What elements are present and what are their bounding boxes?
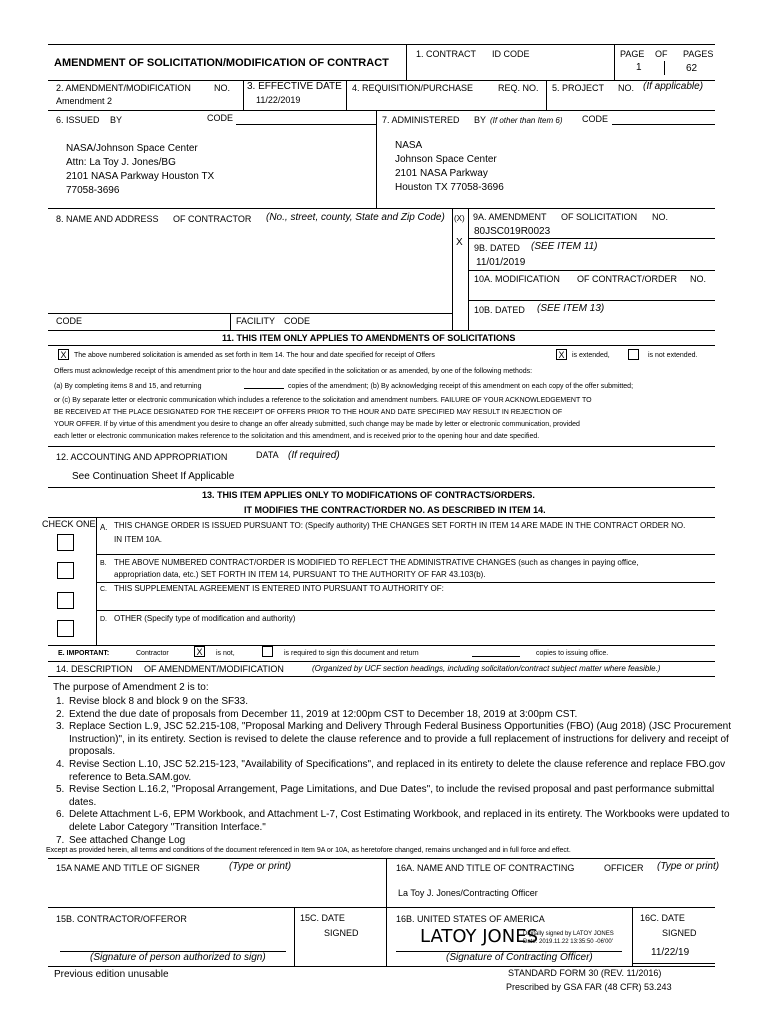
item13-c-letter: C. [100, 586, 107, 593]
administered-note: (If other than Item 6) [490, 116, 563, 125]
item13-d-checkbox[interactable] [57, 620, 74, 637]
is-not-extended-label: is not extended. [648, 352, 698, 359]
contractor-date-label: 15C. DATE [300, 913, 345, 923]
important-label: E. IMPORTANT: [58, 650, 110, 657]
item11-line-1: The above numbered solicitation is amended as set forth in Item 14. The hour and date specified for receipt of Offers [74, 352, 435, 359]
list-text: Revise Section L.10, JSC 52.215-123, "Availability of Specifications", and replaced in its entirety to delete the clause reference and replace FBO.gov reference to Beta.SAM.gov. [69, 758, 726, 783]
standard-form-label: STANDARD FORM 30 (REV. 11/2016) [508, 968, 662, 978]
contracting-officer-word: OFFICER [604, 863, 644, 873]
accounting-note: (If required) [288, 450, 340, 461]
rule [452, 208, 453, 330]
admin-line-1: NASA [395, 140, 423, 151]
digital-signature-line-1: Digitally signed by LATOY JONES [523, 931, 614, 937]
admin-line-4: Houston TX 77058-3696 [395, 182, 504, 193]
item11-line-2: Offers must acknowledge receipt of this amendment prior to the hour and date specified in the solicitation or as amended, by one of the following methods: [54, 368, 533, 375]
list-item [56, 835, 736, 848]
rule [48, 966, 715, 967]
contractor-address-note: (No., street, county, State and Zip Code) [266, 212, 445, 223]
rule [48, 487, 715, 488]
rule [230, 313, 231, 330]
list-item [56, 721, 736, 759]
issued-line-1: NASA/Johnson Space Center [66, 143, 198, 154]
item13-heading-2: IT MODIFIES THE CONTRACT/ORDER NO. AS DESCRIBED IN ITEM 14. [244, 505, 546, 515]
list-number: 7. [56, 834, 65, 846]
contractor-date-signed: SIGNED [324, 928, 359, 938]
issued-label: 6. ISSUED [56, 115, 100, 125]
is-required-label: is required to sign this document and return [284, 650, 419, 657]
accounting-data-label: DATA [256, 450, 279, 460]
check-one-label: CHECK ONE [42, 519, 96, 529]
list-text: Revise block 8 and block 9 on the SF33. [69, 696, 248, 707]
digital-signature-line-2: Date: 2019.11.22 13:35:50 -06'00' [523, 939, 613, 945]
prescribed-label: Prescribed by GSA FAR (48 CFR) 53.243 [506, 982, 672, 992]
item13-a-text-2: IN ITEM 10A. [114, 535, 163, 544]
item13-b-text-1: THE ABOVE NUMBERED CONTRACT/ORDER IS MODIFIED TO REFLECT THE ADMINISTRATIVE CHANGES (such as changes in paying office, [114, 558, 639, 567]
issued-line-4: 77058-3696 [66, 185, 120, 196]
modification-no-label: NO. [690, 274, 707, 284]
solicitation-amend-label: 9A. AMENDMENT [473, 212, 547, 222]
list-text: Revise Section L.16.2, "Proposal Arrangement, Page Limitations, and Due Dates", to include the revised proposal and past performance submittal dates. [69, 784, 715, 808]
amend-mod-label: 2. AMENDMENT/MODIFICATION [56, 83, 191, 93]
officer-date-signed: SIGNED [662, 928, 697, 938]
of-solicitation-label: OF SOLICITATION [561, 212, 638, 222]
amend-no-label: NO. [214, 83, 231, 93]
is-not-checkbox[interactable]: X [194, 646, 205, 657]
modification-of-contract-label: OF CONTRACT/ORDER [577, 274, 677, 284]
issued-line-3: 2101 NASA Parkway Houston TX [66, 171, 215, 182]
dated-9b-label: 9B. DATED [474, 243, 520, 253]
list-text: Delete Attachment L-6, EPM Workbook, and Attachment L-7, Cost Estimating Workbook, and replaced in its entirety. The Workbooks were updated to delete Labor Category "Transition Interface." [69, 809, 730, 833]
except-note: Except as provided herein, all terms and conditions of the document referenced in Item 9A or 10A, as heretofore changed, remains unchanged and in full force and effect. [46, 847, 571, 854]
item11-line-6: YOUR OFFER. If by virtue of this amendment you desire to change an offer already submitted, such change may be made by letter or electronic communication, provided [54, 421, 580, 428]
item11-line-3a: (a) By completing items 8 and 15, and returning [54, 383, 202, 390]
item13-heading-1: 13. THIS ITEM APPLIES ONLY TO MODIFICATIONS OF CONTRACTS/ORDERS. [202, 490, 535, 500]
description-label: 14. DESCRIPTION [56, 664, 133, 674]
rule [664, 61, 665, 75]
signer-name-note: (Type or print) [229, 861, 292, 872]
extended-checkbox[interactable]: X [556, 349, 567, 360]
rule [346, 80, 347, 110]
dated-10b-note: (SEE ITEM 13) [537, 303, 605, 314]
rule [376, 110, 377, 208]
rule [48, 645, 715, 646]
issued-code-label: CODE [207, 113, 234, 123]
item11-line-7: each letter or electronic communication makes reference to the solicitation and this amendment, and is received prior to the opening hour and date specified. [54, 433, 540, 440]
rule [386, 858, 387, 966]
rule [406, 44, 407, 80]
accounting-label: 12. ACCOUNTING AND APPROPRIATION [56, 452, 228, 462]
x-column-label: (X) [454, 214, 465, 223]
item11-line-3b: copies of the amendment; (b) By acknowledging receipt of this amendment on each copy of the offer submitted; [288, 383, 634, 390]
administered-code-label: CODE [582, 114, 609, 124]
previous-edition-note: Previous edition unusable [54, 969, 169, 980]
list-item [56, 696, 736, 709]
rule [48, 330, 715, 331]
rule [48, 517, 715, 518]
rule [96, 554, 715, 555]
officer-date-label: 16C. DATE [640, 913, 685, 923]
list-number: 2. [56, 708, 65, 720]
officer-signed-date: 11/22/19 [651, 947, 690, 958]
officer-signature: LATOY JONES [420, 926, 538, 947]
project-no-label: NO. [618, 83, 635, 93]
list-number: 4. [56, 758, 65, 770]
list-item [56, 709, 736, 722]
project-applicable: (If applicable) [643, 81, 704, 92]
rule [612, 124, 715, 125]
rule [48, 110, 715, 111]
rule [96, 517, 97, 645]
item13-a-checkbox[interactable] [57, 534, 74, 551]
rule [468, 270, 715, 271]
item11-checkbox[interactable]: X [58, 349, 69, 360]
rule [48, 313, 452, 314]
solicitation-number: 80JSC019R0023 [474, 226, 551, 237]
contractor-code-label: CODE [56, 316, 83, 326]
rule [48, 676, 715, 677]
rule [468, 208, 469, 330]
admin-line-2: Johnson Space Center [395, 154, 497, 165]
effective-date-value: 11/22/2019 [256, 95, 301, 105]
is-required-checkbox[interactable] [262, 646, 273, 657]
item13-c-text: THIS SUPPLEMENTAL AGREEMENT IS ENTERED INTO PURSUANT TO AUTHORITY OF: [114, 584, 444, 593]
page-label: PAGE [620, 49, 645, 59]
list-item [56, 784, 736, 809]
issued-line-2: Attn: La Toy J. Jones/BG [66, 157, 176, 168]
rule [236, 124, 376, 125]
rule [614, 44, 615, 80]
item11-line-5: BE RECEIVED AT THE PLACE DESIGNATED FOR THE RECEIPT OF OFFERS PRIOR TO THE HOUR AND DATE SPECIFIED MAY RESULT IN REJECTION OF [54, 409, 563, 416]
list-number: 5. [56, 784, 65, 796]
item13-b-checkbox[interactable] [57, 562, 74, 579]
form-title: AMENDMENT OF SOLICITATION/MODIFICATION OF CONTRACT [54, 57, 389, 69]
description-intro: The purpose of Amendment 2 is to: [53, 682, 209, 693]
is-not-label: is not, [216, 650, 235, 657]
rule [294, 907, 295, 966]
not-extended-checkbox[interactable] [628, 349, 639, 360]
modification-10a-label: 10A. MODIFICATION [474, 274, 560, 284]
contract-label: 1. CONTRACT [416, 49, 477, 59]
project-label: 5. PROJECT [552, 83, 605, 93]
contractor-name-label: 8. NAME AND ADDRESS [56, 214, 159, 224]
contractor-offeror-label: 15B. CONTRACTOR/OFFEROR [56, 914, 187, 924]
signature-person-caption: (Signature of person authorized to sign) [90, 952, 266, 963]
accounting-value: See Continuation Sheet If Applicable [72, 471, 235, 482]
rule [243, 80, 244, 110]
rule [48, 907, 715, 908]
important-contractor: Contractor [136, 650, 169, 657]
administered-label: 7. ADMINISTERED [382, 115, 460, 125]
copies-blank [244, 388, 284, 389]
description-note: (Organized by UCF section headings, including solicitation/contract subject matter where feasible.) [312, 664, 661, 673]
req-no-label: REQ. NO. [498, 83, 539, 93]
item11-heading: 11. THIS ITEM ONLY APPLIES TO AMENDMENTS OF SOLICITATIONS [222, 333, 516, 343]
item13-c-checkbox[interactable] [57, 592, 74, 609]
rule [632, 963, 715, 964]
rule [96, 610, 715, 611]
contracting-officer-value: La Toy J. Jones/Contracting Officer [398, 888, 538, 898]
contract-id-code-label: ID CODE [492, 49, 530, 59]
facility-code-label: CODE [284, 316, 311, 326]
signer-name-label: 15A NAME AND TITLE OF SIGNER [56, 863, 200, 873]
rule [48, 345, 715, 346]
list-text: Replace Section L.9, JSC 52.215-108, "Proposal Marking and Delivery Through Federal Business Opportunities (FBO) (Aug 2018) (JSC Procurement Instruction)", in its entirety. Section is revised to delete the clause reference and to provide a full replacement of instructions for delivery and receipt of proposals. [69, 721, 732, 758]
signature-officer-caption: (Signature of Contracting Officer) [446, 952, 593, 963]
rule [96, 582, 715, 583]
rule [468, 300, 715, 301]
copies-label: copies to issuing office. [536, 650, 609, 657]
page-value: 1 [636, 62, 642, 73]
item13-a-letter: A. [100, 523, 108, 532]
list-number: 6. [56, 809, 65, 821]
list-text: Extend the due date of proposals from December 11, 2019 at 12:00pm CST to December 18, 2019 at 3:00pm CST. [69, 708, 578, 720]
list-number: 3. [56, 721, 65, 733]
administered-by-label: BY [474, 115, 487, 125]
dated-9b-note: (SEE ITEM 11) [531, 241, 598, 252]
amend-value: Amendment 2 [56, 96, 113, 106]
list-text: See attached Change Log [69, 834, 186, 846]
description-of-label: OF AMENDMENT/MODIFICATION [144, 664, 284, 674]
rule [48, 661, 715, 662]
item13-d-text: OTHER (Specify type of modification and authority) [114, 614, 296, 623]
issued-by-label: BY [110, 115, 123, 125]
is-extended-label: is extended, [572, 352, 610, 359]
of-label: OF [655, 49, 668, 59]
list-item [56, 759, 736, 784]
contracting-officer-label: 16A. NAME AND TITLE OF CONTRACTING [396, 863, 575, 873]
admin-line-3: 2101 NASA Parkway [395, 168, 488, 179]
united-states-label: 16B. UNITED STATES OF AMERICA [396, 914, 545, 924]
copies-count-blank [472, 656, 520, 657]
rule [48, 208, 715, 209]
item11-line-4: or (c) By separate letter or electronic communication which includes a reference to the solicitation and amendment numbers. FAILURE OF YOUR ACKNOWLEDGEMENT TO [54, 397, 592, 404]
pages-value: 62 [686, 63, 698, 74]
rule [546, 80, 547, 110]
solicitation-no-label: NO. [652, 212, 669, 222]
dated-9b-value: 11/01/2019 [476, 257, 526, 268]
item13-b-letter: B. [100, 560, 107, 567]
item13-b-text-2: appropriation data, etc.) SET FORTH IN ITEM 14, PURSUANT TO THE AUTHORITY OF FAR 43.103(b). [114, 570, 486, 579]
contracting-officer-note: (Type or print) [657, 861, 720, 872]
effective-date-label: 3. EFFECTIVE DATE [247, 81, 342, 92]
requisition-label: 4. REQUISITION/PURCHASE [352, 83, 474, 93]
rule [48, 446, 715, 447]
rule [48, 858, 715, 859]
item13-a-text: THIS CHANGE ORDER IS ISSUED PURSUANT TO: (Specify authority) THE CHANGES SET FORTH IN ITEM 14 ARE MADE IN THE CONTRACT ORDER NO. [114, 521, 686, 530]
pages-label: PAGES [683, 49, 714, 59]
rule [48, 80, 715, 81]
description-list [56, 696, 736, 847]
of-contractor-label: OF CONTRACTOR [173, 214, 252, 224]
facility-label: FACILITY [236, 316, 276, 326]
list-number: 1. [56, 696, 65, 707]
dated-10b-label: 10B. DATED [474, 305, 525, 315]
list-item [56, 809, 736, 834]
x-mark-9a: X [456, 237, 463, 248]
rule [468, 238, 715, 239]
item13-d-letter: D. [100, 616, 107, 623]
rule [632, 907, 633, 966]
